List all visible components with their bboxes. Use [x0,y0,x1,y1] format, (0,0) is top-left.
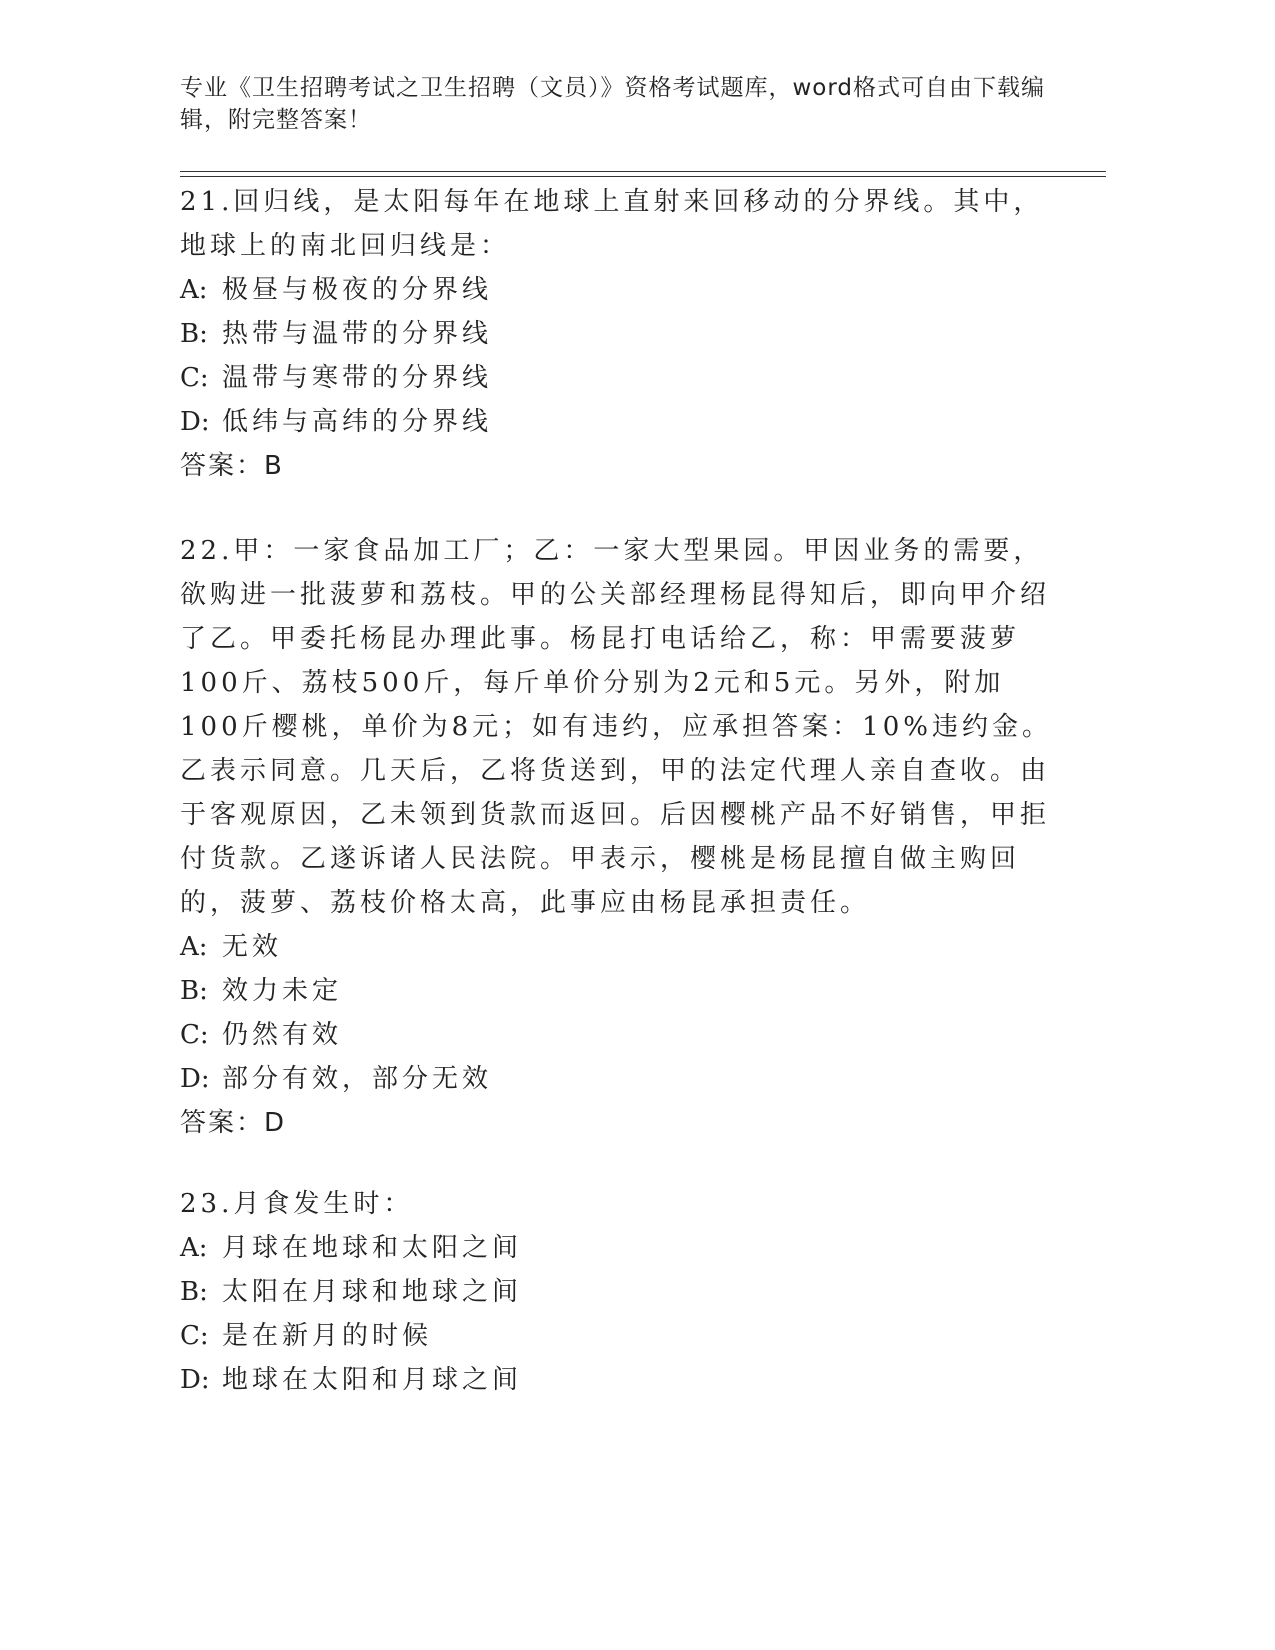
document-header: 专业《卫生招聘考试之卫生招聘（文员）》资格考试题库，word格式可自由下载编辑，附完整答案！ [180,75,1046,133]
option-key: D: [180,407,210,437]
question-stem: 23.月食发生时： [180,1189,414,1219]
option-key: B: [180,976,208,1006]
option-a [180,1226,1060,1270]
option-text: 效力未定 [222,976,343,1006]
answer-line: 答案：B [180,451,284,481]
option-d [180,1057,1060,1101]
question-stem: 22.甲：一家食品加工厂；乙：一家大型果园。甲因业务的需要，欲购进一批菠萝和荔枝。甲的公关部经理杨昆得知后，即向甲介绍了乙。甲委托杨昆办理此事。杨昆打电话给乙，称：甲需要菠萝100斤、荔枝500斤，每斤单价分别为2元和5元。另外，附加100斤樱桃，单价为8元；如有违约，应承担答案：10%违约金。乙表示同意。几天后，乙将货送到，甲的法定代理人亲自查收。由于客观原因，乙未领到货款而返回。后因樱桃产品不好销售，甲拒付货款。乙遂诉诸人民法院。甲表示，樱桃是杨昆擅自做主购回的，菠萝、荔枝价格太高，此事应由杨昆承担责任。 [180,536,1052,918]
option-key: D: [180,1365,210,1395]
option-b [180,1270,1060,1314]
option-text: 无效 [222,932,283,962]
option-text: 温带与寒带的分界线 [222,363,493,393]
option-text: 部分有效，部分无效 [222,1064,493,1094]
option-key: A: [180,1233,208,1263]
answer-line: 答案：D [180,1108,287,1138]
question-22 [180,529,1060,1145]
option-b [180,312,1060,356]
option-key: C: [180,1020,209,1050]
option-key: C: [180,1321,209,1351]
option-key: D: [180,1064,210,1094]
option-c [180,356,1060,400]
header-divider [180,171,1106,172]
option-key: B: [180,1277,208,1307]
option-b [180,969,1060,1013]
option-text: 极昼与极夜的分界线 [222,275,493,305]
option-text: 仍然有效 [222,1020,343,1050]
option-key: A: [180,275,208,305]
question-23 [180,1182,1060,1402]
option-text: 地球在太阳和月球之间 [222,1365,523,1395]
header-divider-secondary [180,176,1106,177]
option-text: 低纬与高纬的分界线 [222,407,493,437]
option-text: 太阳在月球和地球之间 [222,1277,523,1307]
question-21 [180,180,1060,488]
option-key: C: [180,363,209,393]
option-key: A: [180,932,208,962]
option-d [180,400,1060,444]
option-text: 是在新月的时候 [222,1321,433,1351]
option-key: B: [180,319,208,349]
option-c [180,1314,1060,1358]
option-text: 月球在地球和太阳之间 [222,1233,523,1263]
option-c [180,1013,1060,1057]
question-stem: 21.回归线，是太阳每年在地球上直射来回移动的分界线。其中，地球上的南北回归线是： [180,187,1044,261]
option-a [180,925,1060,969]
option-text: 热带与温带的分界线 [222,319,493,349]
option-d [180,1358,1060,1402]
option-a [180,268,1060,312]
